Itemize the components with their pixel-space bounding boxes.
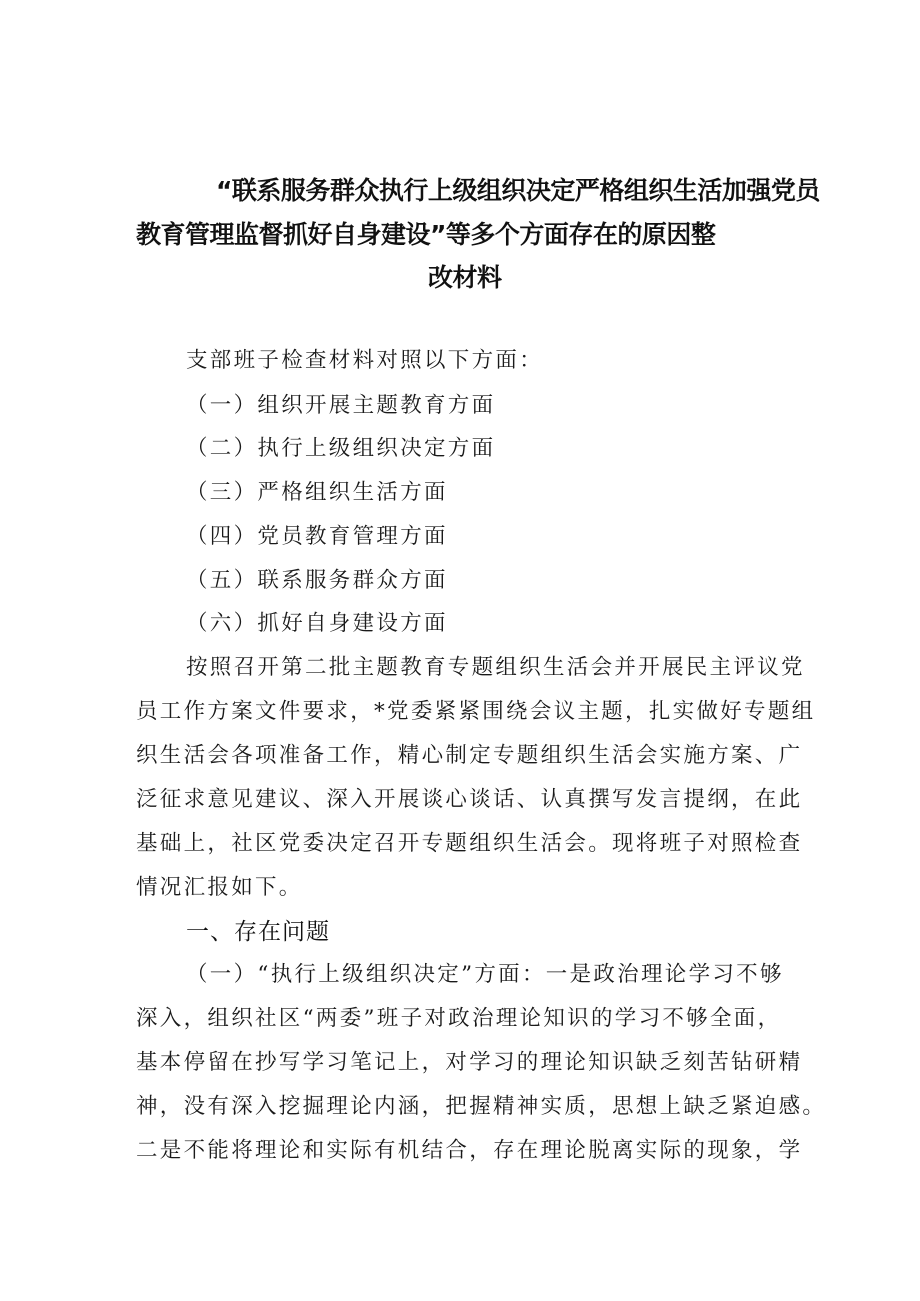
aspect-item: （五）联系服务群众方面 bbox=[186, 568, 448, 593]
paragraph-line: 神，没有深入挖掘理论内涵，把握精神实质，思想上缺乏紧迫感。 bbox=[136, 1094, 827, 1119]
paragraph-line: 织生活会各项准备工作，精心制定专题组织生活会实施方案、广 bbox=[136, 743, 803, 768]
aspect-item: （二）执行上级组织决定方面 bbox=[186, 436, 496, 461]
aspect-item: （六）抓好自身建设方面 bbox=[186, 611, 448, 636]
title-line-2: 教育管理监督抓好自身建设”等多个方面存在的原因整 bbox=[136, 220, 716, 249]
paragraph-line: 基础上，社区党委决定召开专题组织生活会。现将班子对照检查 bbox=[136, 831, 803, 856]
paragraph-line: 员工作方案文件要求，*党委紧紧围绕会议主题，扎实做好专题组 bbox=[136, 699, 816, 724]
intro-text: 支部班子检查材料对照以下方面： bbox=[186, 348, 544, 373]
paragraph-line: （一）“执行上级组织决定”方面：一是政治理论学习不够 bbox=[186, 962, 784, 987]
paragraph-line: 按照召开第二批主题教育专题组织生活会并开展民主评议党 bbox=[186, 655, 805, 680]
paragraph-line: 泛征求意见建议、深入开展谈心谈话、认真撰写发言提纲，在此 bbox=[136, 787, 803, 812]
paragraph-line: 深入，组织社区“两委”班子对政治理论知识的学习不够全面， bbox=[136, 1006, 782, 1031]
paragraph-line: 基本停留在抄写学习笔记上，对学习的理论知识缺乏刻苦钻研精 bbox=[136, 1050, 803, 1075]
title-line-1: “联系服务群众执行上级组织决定严格组织生活加强党员 bbox=[216, 176, 820, 205]
paragraph-line: 情况汇报如下。 bbox=[136, 875, 303, 900]
paragraph-line: 二是不能将理论和实际有机结合，存在理论脱离实际的现象，学 bbox=[136, 1138, 803, 1163]
aspect-item: （三）严格组织生活方面 bbox=[186, 480, 448, 505]
aspect-item: （一）组织开展主题教育方面 bbox=[186, 393, 496, 418]
section-heading: 一、存在问题 bbox=[186, 919, 330, 945]
aspect-item: （四）党员教育管理方面 bbox=[186, 524, 448, 549]
title-line-3: 改材料 bbox=[428, 263, 502, 292]
